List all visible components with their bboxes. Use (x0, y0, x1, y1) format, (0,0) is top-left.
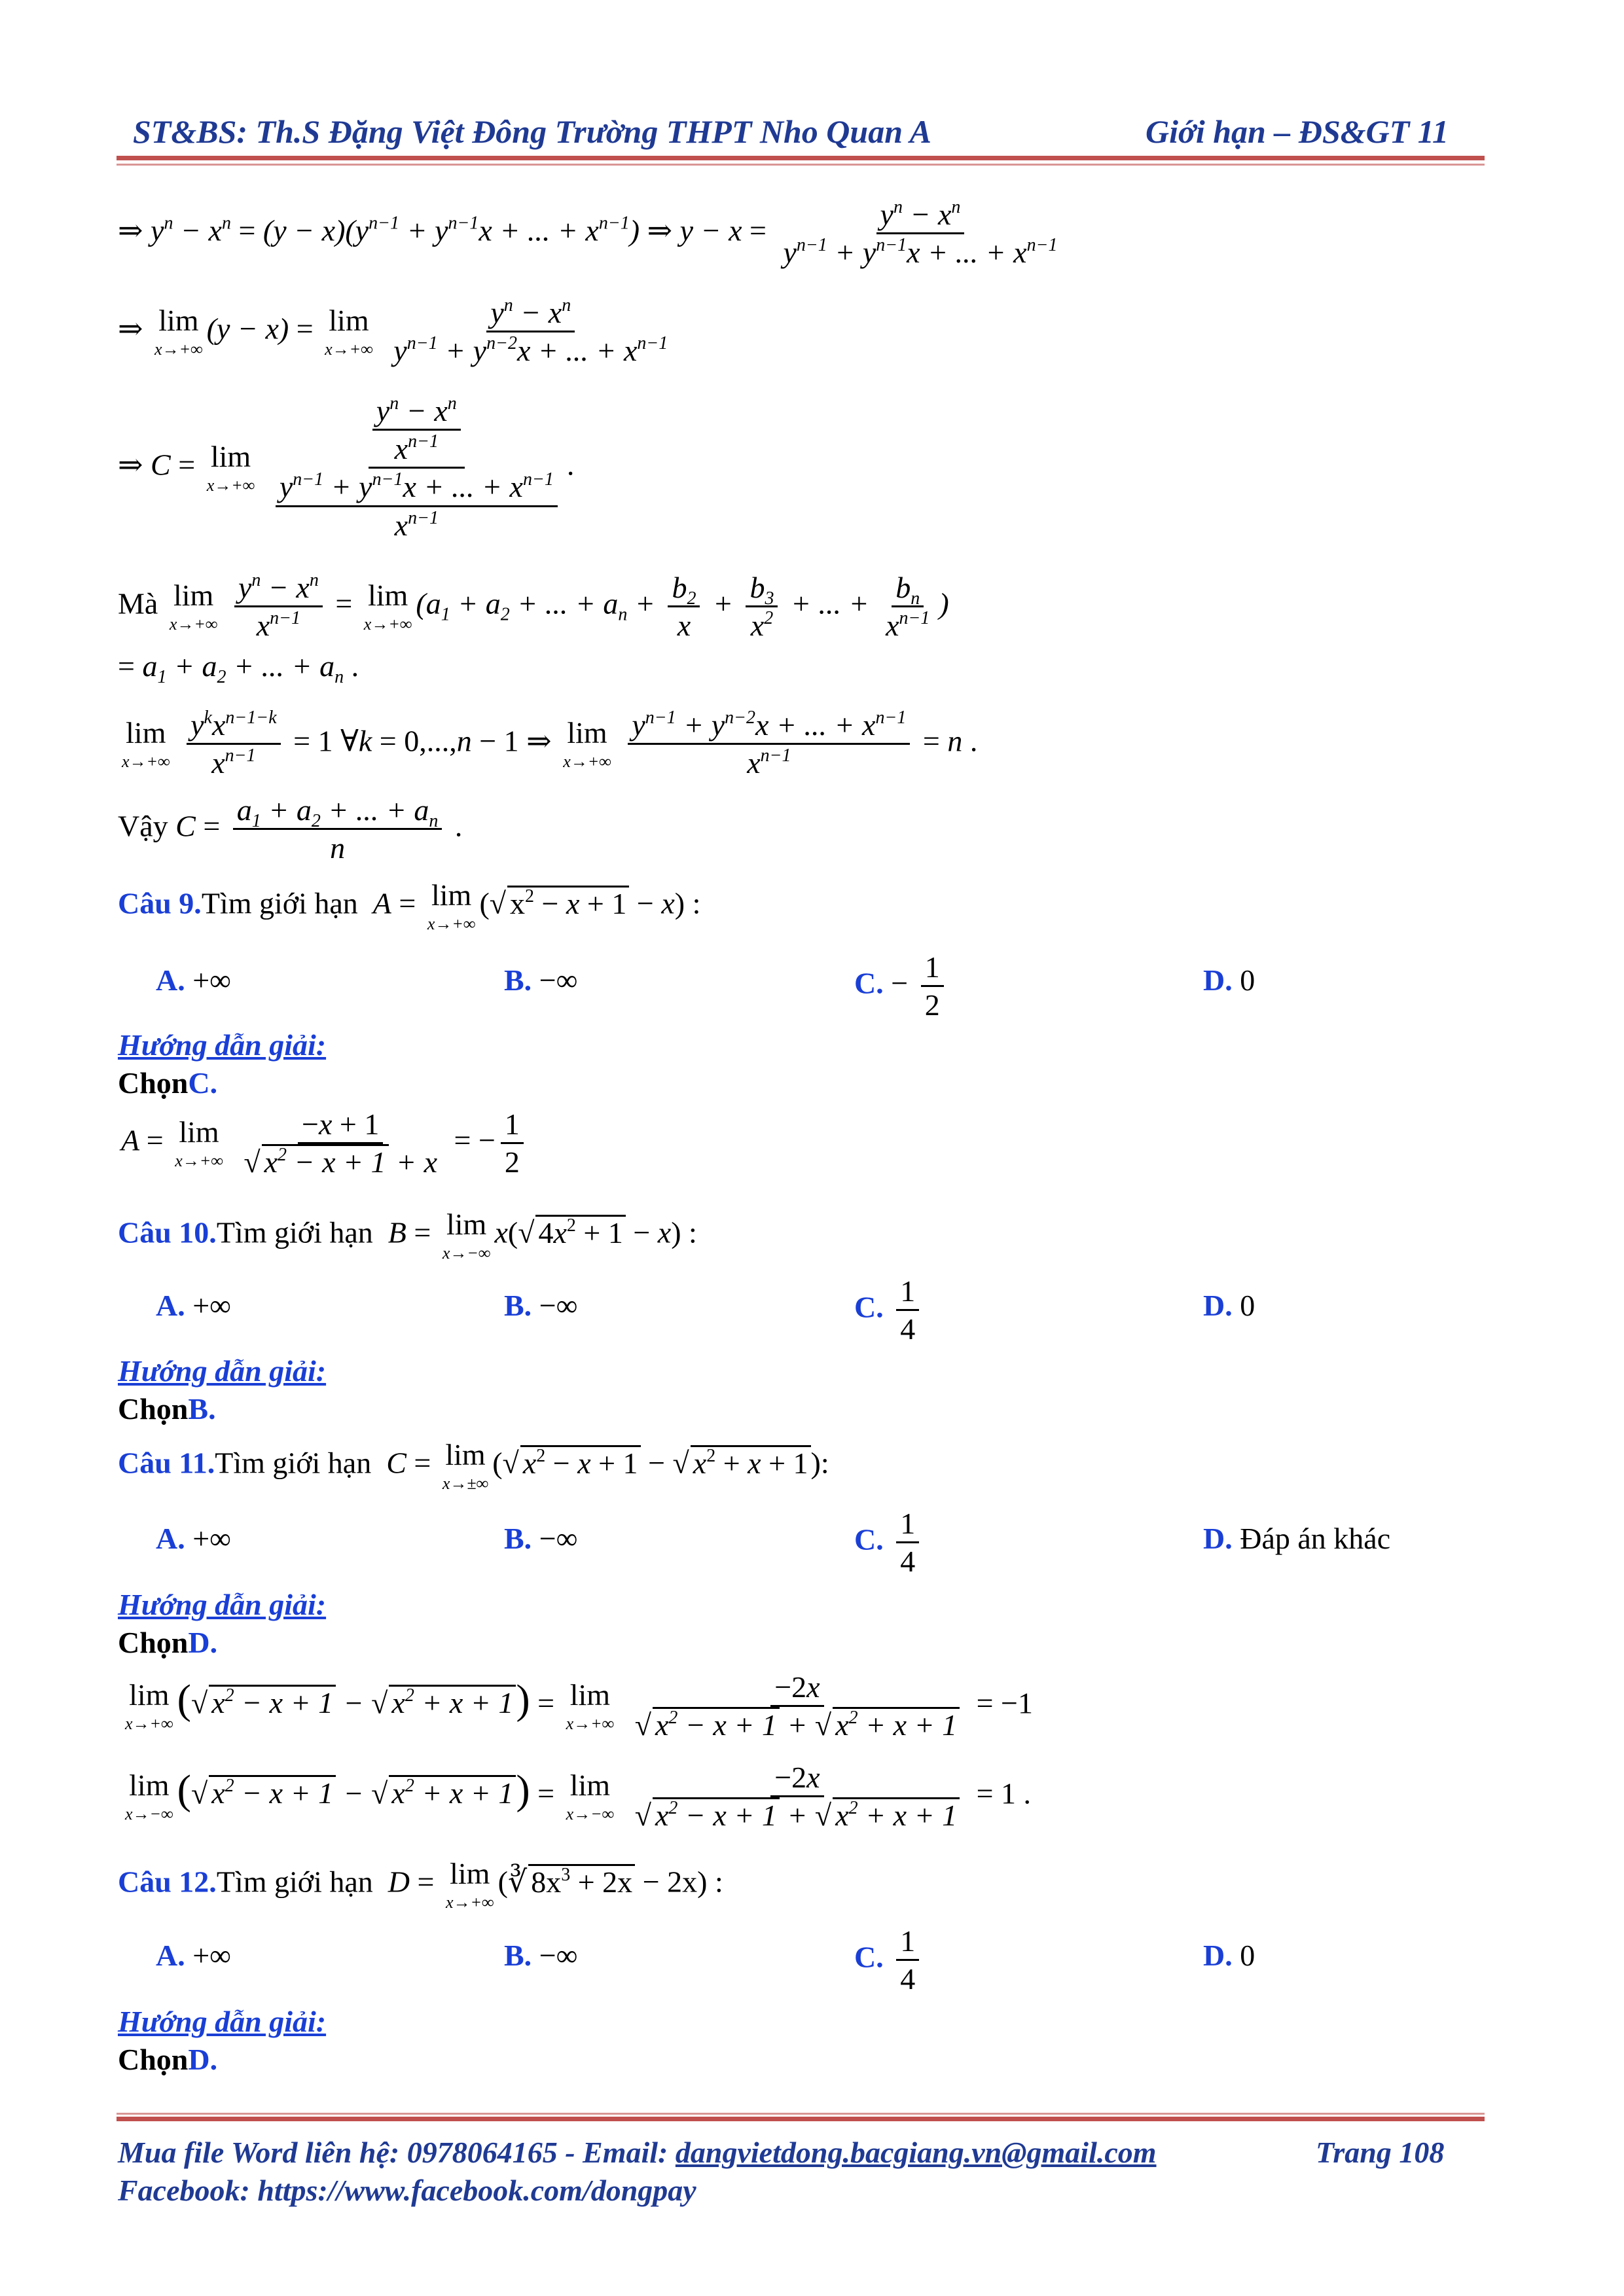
q11-option-d[interactable]: D. Đáp án khác (1203, 1522, 1391, 1555)
q9-option-c[interactable]: C. − $\frac{1}{2}$ (854, 949, 949, 1023)
question-11: Câu 11.Tìm giới hạn C = lim x→±∞ (√ $x^2 - x + 1$ − √ $x^2 + x + 1$): (118, 1438, 829, 1493)
formula-factorization: ⇒ $y^n - x^n = (y - x)(y^{n-1} + y^{n-1}x$ + ... + $x^{n-1}$) ⇒ y − x = $\frac{y^n - x^n}{y^{n-1} + y^{n-1}x + ... + x^{n-1}}$ (118, 197, 1058, 270)
header-topic: Giới hạn – ĐS&GT 11 (1146, 113, 1449, 150)
formula-ma: Mà lim x→+∞ $\frac{y^n - x^n}{x^{n-1}}$ = lim x→+∞ ($a_1 + a_2$ + ... + $a_n$ + $\frac{b_2}{x}$ + $\frac{b_3}{x^2}$ + ... + $\frac{b_n}{x^{n-1}}$ ) (118, 570, 949, 643)
formula-limit-n: lim x→+∞ $\frac{y^kx^{n-1-k}}{x^{n-1}}$ = 1 ∀k = 0,...,n − 1 ⇒ lim x→+∞ $\frac{y^{n-1} + y^{n-2}x + ... + x^{n-1}}{x^{n-1}}$ = n . (122, 708, 978, 780)
question-11-label: Câu 11. (118, 1446, 215, 1480)
q10-option-a[interactable]: A. +∞ (156, 1289, 231, 1322)
q9-solution: A = lim x→+∞ $\frac{-x + 1}{√ x^2 - x + 1 + x}$ = − $\frac{1}{2}$ (121, 1106, 529, 1180)
footer-facebook-link[interactable]: Facebook: https://www.facebook.com/dongpay (118, 2174, 696, 2207)
q10-choice: ChọnB. (118, 1392, 216, 1426)
question-9: Câu 9.Tìm giới hạn A = lim x→+∞ (√ $x^2 - x + 1 - x$) : (118, 878, 701, 933)
q12-option-c[interactable]: C. $\frac{1}{4}$ (854, 1923, 924, 1997)
formula-sum-a: = $a_1 + a_2$ + ... + $a_n$ . (118, 649, 359, 687)
formula-conclusion: Vậy C = $\frac{a_1 + a_2 + ... + a_n}{n}$ . (118, 793, 463, 865)
word-ma: Mà (118, 586, 158, 620)
footer-contact: Mua file Word liên hệ: 0978064165 - Email: dangvietdong.bacgiang.vn@gmail.com (118, 2136, 1157, 2169)
header-rule-thin (117, 164, 1485, 166)
q11-option-b[interactable]: B. −∞ (504, 1522, 578, 1555)
q11-guide-heading: Hướng dẫn giải: (118, 1588, 327, 1621)
word-vay: Vậy (118, 809, 168, 843)
question-9-text: Tìm giới hạn (201, 886, 358, 920)
footer-page-number: Trang 108 (1316, 2136, 1445, 2169)
q9-option-a[interactable]: A. +∞ (156, 963, 231, 997)
question-12-text: Tìm giới hạn (216, 1865, 373, 1899)
q9-choice: ChọnC. (118, 1066, 218, 1100)
question-12-label: Câu 12. (118, 1865, 217, 1899)
q12-guide-heading: Hướng dẫn giải: (118, 2005, 327, 2038)
q9-option-d[interactable]: D. 0 (1203, 963, 1255, 997)
q10-guide-heading: Hướng dẫn giải: (118, 1354, 327, 1388)
header-author: ST&BS: Th.S Đặng Việt Đông Trường THPT Nho Quan A (133, 113, 931, 150)
question-10-label: Câu 10. (118, 1215, 217, 1249)
q11-option-c[interactable]: C. $\frac{1}{4}$ (854, 1505, 924, 1579)
q10-option-c[interactable]: C. $\frac{1}{4}$ (854, 1273, 924, 1347)
q10-option-b[interactable]: B. −∞ (504, 1289, 578, 1322)
q12-option-b[interactable]: B. −∞ (504, 1939, 578, 1972)
q9-guide-heading: Hướng dẫn giải: (118, 1028, 327, 1062)
q12-option-d[interactable]: D. 0 (1203, 1939, 1255, 1972)
q9-option-b[interactable]: B. −∞ (504, 963, 578, 997)
question-12: Câu 12.Tìm giới hạn D = lim x→+∞ (∛ $8x^3 + 2x - 2x$) : (118, 1857, 723, 1912)
formula-limit-difference: ⇒ lim x→+∞ (y − x) = lim x→+∞ $\frac{y^n - x^n}{y^{n-1} + y^{n-2}x + ... + x^{n-1}}$ (118, 295, 668, 368)
footer-rule-thin (117, 2113, 1485, 2115)
q10-option-d[interactable]: D. 0 (1203, 1289, 1255, 1322)
header-rule (117, 156, 1485, 160)
footer-rule (117, 2117, 1485, 2121)
q12-choice: ChọnD. (118, 2043, 218, 2076)
question-10-text: Tìm giới hạn (216, 1215, 373, 1249)
q11-choice: ChọnD. (118, 1626, 218, 1659)
footer-email-link[interactable]: dangvietdong.bacgiang.vn@gmail.com (675, 2136, 1157, 2169)
question-10: Câu 10.Tìm giới hạn B = lim x→−∞ x(√ $4x^2 + 1 - x$) : (118, 1208, 697, 1263)
question-11-text: Tìm giới hạn (215, 1446, 372, 1480)
q12-option-a[interactable]: A. +∞ (156, 1939, 231, 1972)
q11-solution-minus-inf: lim x→−∞ (√ $x^2 - x + 1$ − √ $x^2 + x + 1$) = lim x→−∞ $\frac{-2x}{√ x^2 - x + 1 + √ x^2 + x + 1}$ = 1 . (125, 1761, 1032, 1833)
formula-C-limit: ⇒ C = lim x→+∞ $\frac{\frac{y^n - x^n}{x^{n-1}}}{\frac{y^{n-1} + y^{n-1}x + ... + x^{n-1}}{x^{n-1}}}$ . (118, 393, 575, 542)
q11-option-a[interactable]: A. +∞ (156, 1522, 231, 1555)
question-9-label: Câu 9. (118, 886, 202, 920)
q11-solution-plus-inf: lim x→+∞ (√ $x^2 - x + 1$ − √ $x^2 + x + 1$) = lim x→+∞ $\frac{-2x}{√ x^2 - x + 1 + √ x^2 + x + 1}$ = −1 (125, 1670, 1033, 1742)
